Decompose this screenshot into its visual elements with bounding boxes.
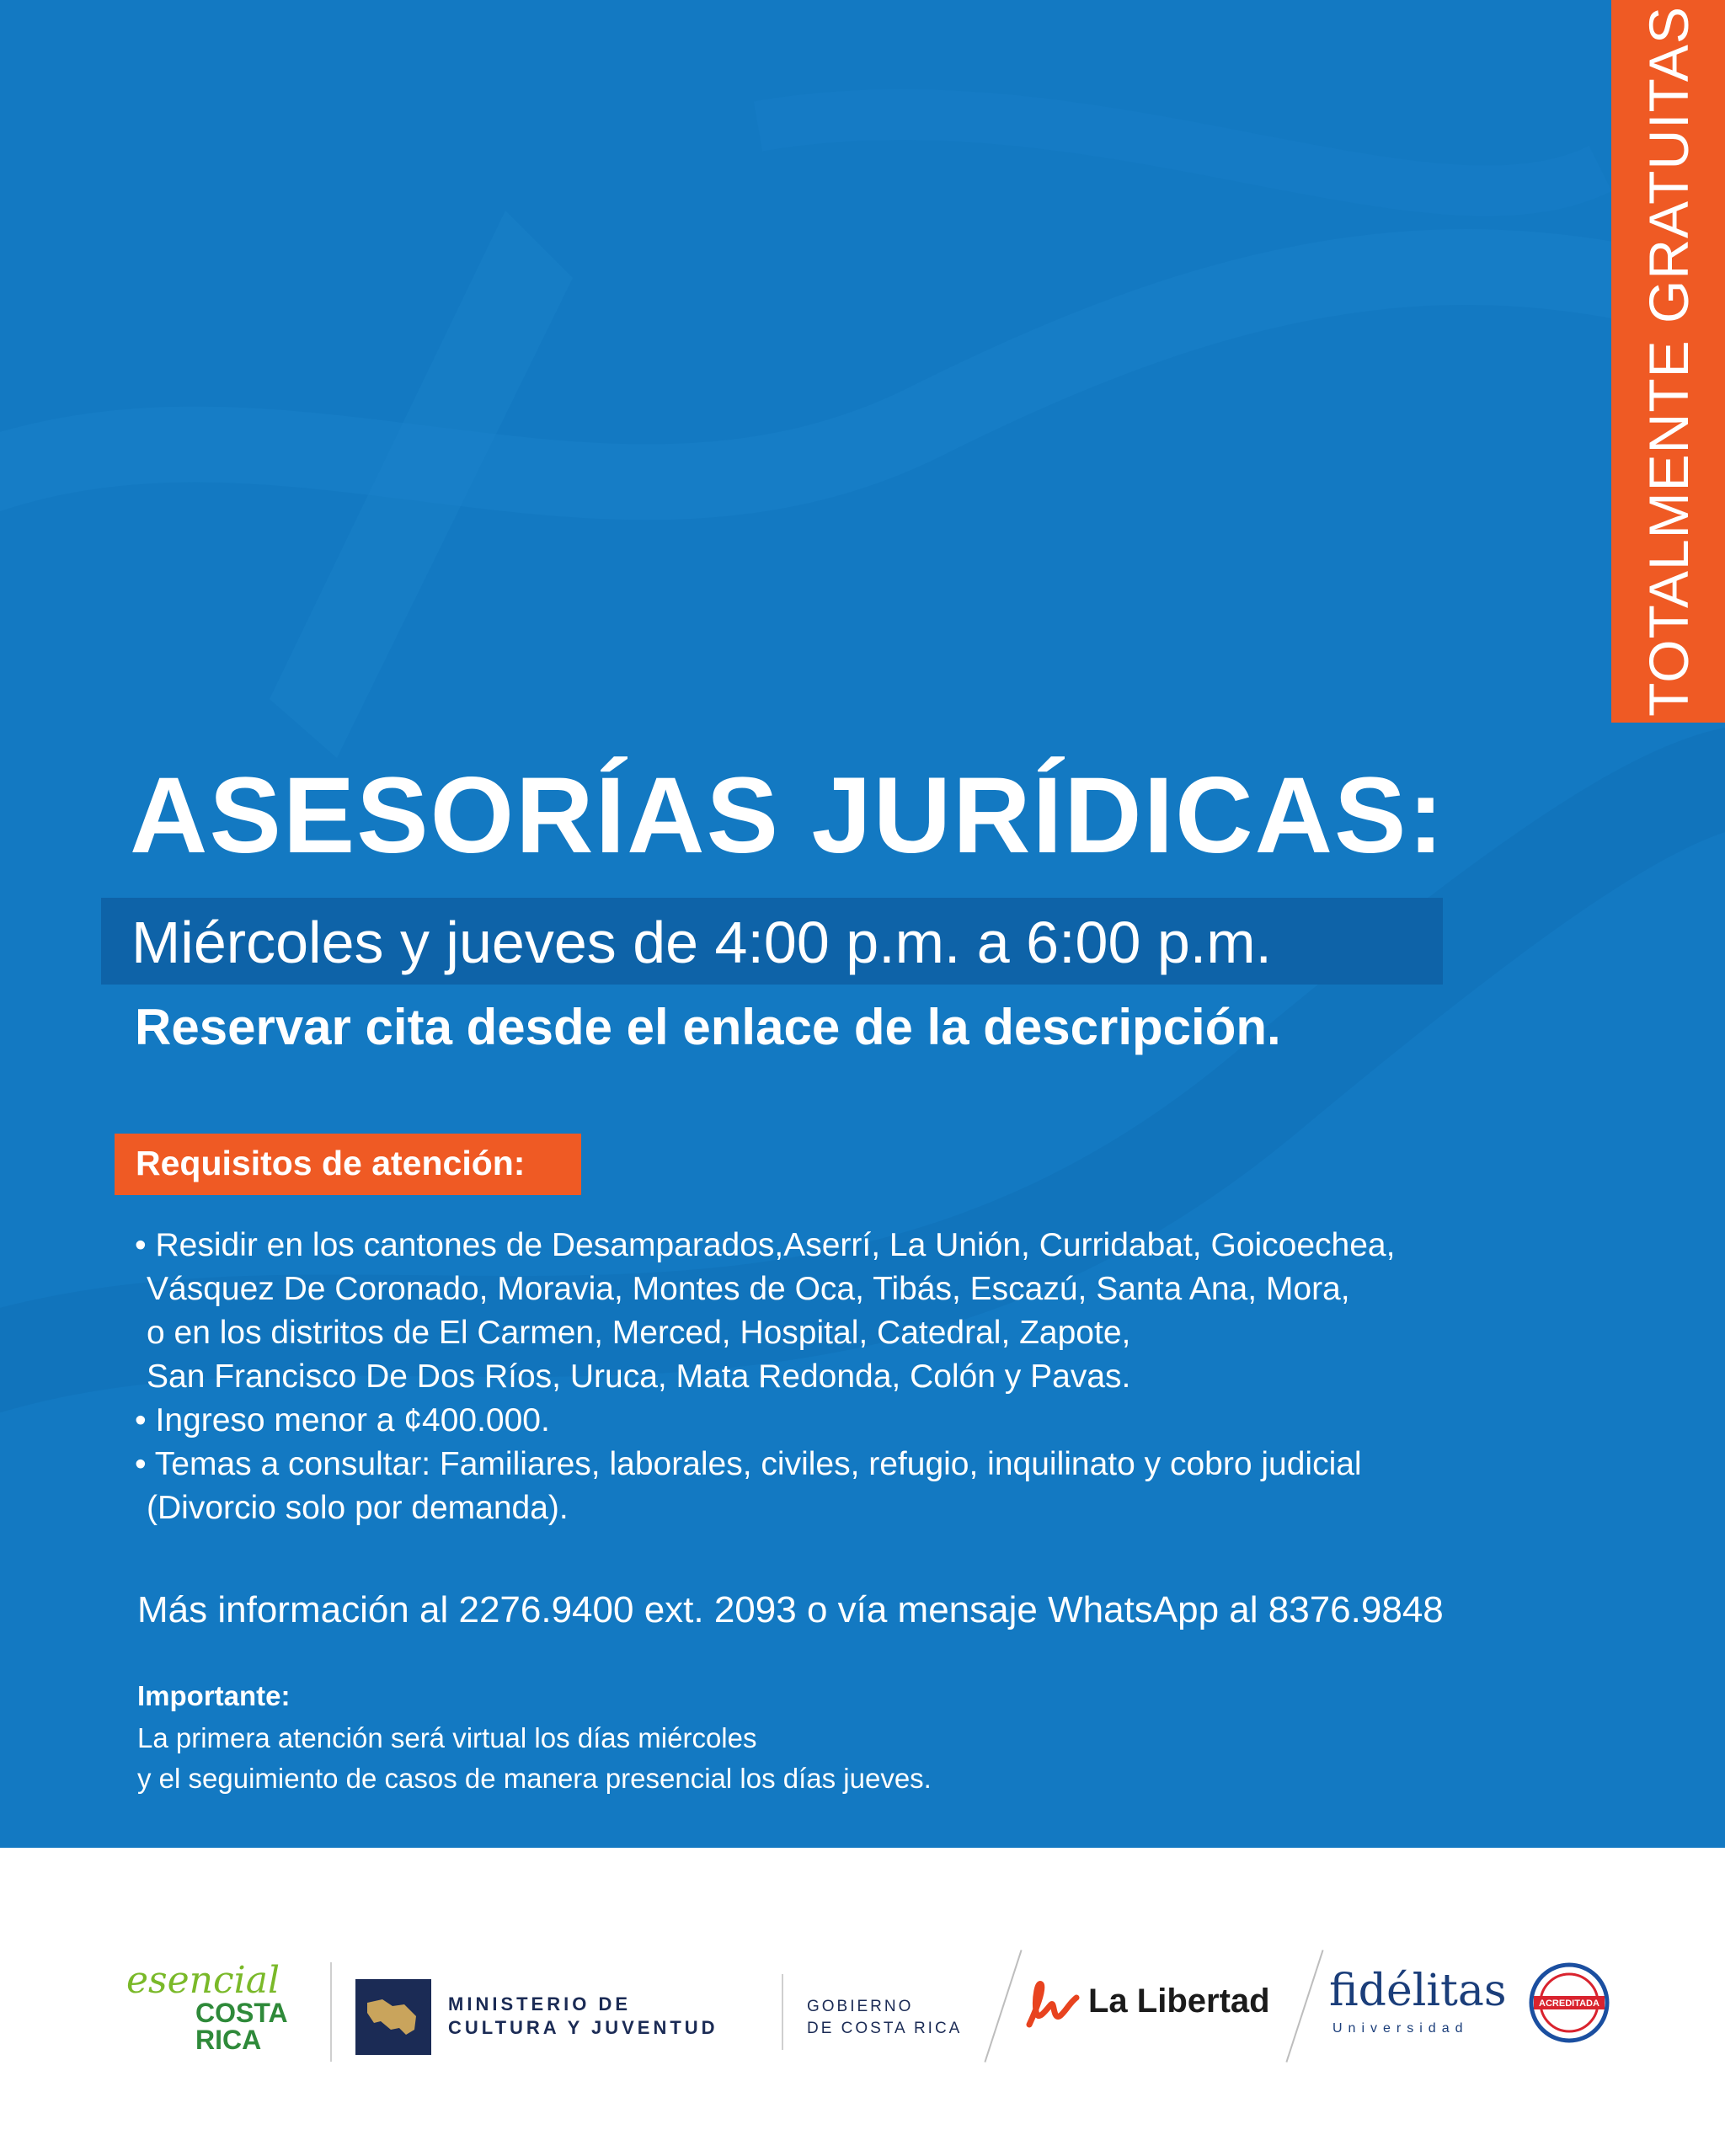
footer-divider <box>782 1974 783 2050</box>
requirement-line: • Residir en los cantones de Desamparados,Aserrí, La Unión, Curridabat, Goicoechea, <box>135 1227 1396 1263</box>
esencial-rica-word: RICA <box>195 2025 262 2055</box>
fidelitas-logo-text: fidélitas <box>1329 1966 1507 2016</box>
important-line: y el seguimiento de casos de manera presencial los días jueves. <box>137 1763 932 1794</box>
svg-text:ACREDITADA: ACREDITADA <box>1539 1999 1599 2009</box>
requirement-line: San Francisco De Dos Ríos, Uruca, Mata Redonda, Colón y Pavas. <box>147 1358 1131 1395</box>
ministerio-logo-text <box>448 1993 718 2040</box>
libertad-logo-text: La Libertad <box>1088 1983 1270 2020</box>
esencial-script: esencial <box>126 1959 280 2002</box>
requirement-line: Vásquez De Coronado, Moravia, Montes de Oca, Tibás, Escazú, Santa Ana, Mora, <box>147 1271 1350 1307</box>
gobierno-line: DE COSTA RICA <box>807 2020 963 2037</box>
ministerio-line: MINISTERIO DE <box>448 1993 632 2015</box>
esencial-costa-word: COSTA <box>195 1998 288 2028</box>
important-label: Importante: <box>137 1680 291 1711</box>
page-title: ASESORÍAS JURÍDICAS: <box>130 755 1445 876</box>
esencial-country <box>195 1999 288 2053</box>
requirement-line: • Temas a consultar: Familiares, laborales, civiles, refugio, inquilinato y cobro judicial <box>135 1446 1362 1482</box>
footer-divider <box>330 1962 332 2062</box>
schedule-text: Miércoles y jueves de 4:00 p.m. a 6:00 p.m. <box>131 910 1272 975</box>
accreditation-seal-icon <box>1529 1962 1610 2043</box>
requirement-line: o en los distritos de El Carmen, Merced, Hospital, Catedral, Zapote, <box>147 1315 1131 1351</box>
free-services-tab <box>1611 0 1725 723</box>
footer-slash-divider <box>984 1950 1022 2063</box>
esencial-costa-rica-logo <box>126 1959 320 2060</box>
requirements-list <box>135 1224 1395 1530</box>
free-services-label: TOTALMENTE GRATUITAS <box>1637 6 1700 717</box>
important-line: La primera atención será virtual los días miércoles <box>137 1722 757 1753</box>
ministerio-line: CULTURA Y JUVENTUD <box>448 2017 718 2038</box>
fidelitas-subtitle: Universidad <box>1332 2021 1469 2036</box>
gobierno-logo-text <box>807 1996 962 2040</box>
footer-slash-divider <box>1285 1950 1323 2063</box>
libertad-mark-icon <box>1021 1972 1088 2040</box>
important-note <box>137 1718 932 1799</box>
contact-info: Más información al 2276.9400 ext. 2093 o vía mensaje WhatsApp al 8376.9848 <box>137 1589 1444 1630</box>
booking-instructions: Reservar cita desde el enlace de la descripción. <box>135 999 1281 1055</box>
gobierno-line: GOBIERNO <box>807 1998 914 2015</box>
sponsors-footer <box>0 1848 1725 2156</box>
requirements-label: Requisitos de atención: <box>136 1144 526 1182</box>
requirement-line: (Divorcio solo por demanda). <box>147 1490 569 1526</box>
costa-rica-map-icon <box>355 1979 431 2055</box>
requirement-line: • Ingreso menor a ¢400.000. <box>135 1402 550 1438</box>
requirements-badge <box>115 1134 581 1195</box>
